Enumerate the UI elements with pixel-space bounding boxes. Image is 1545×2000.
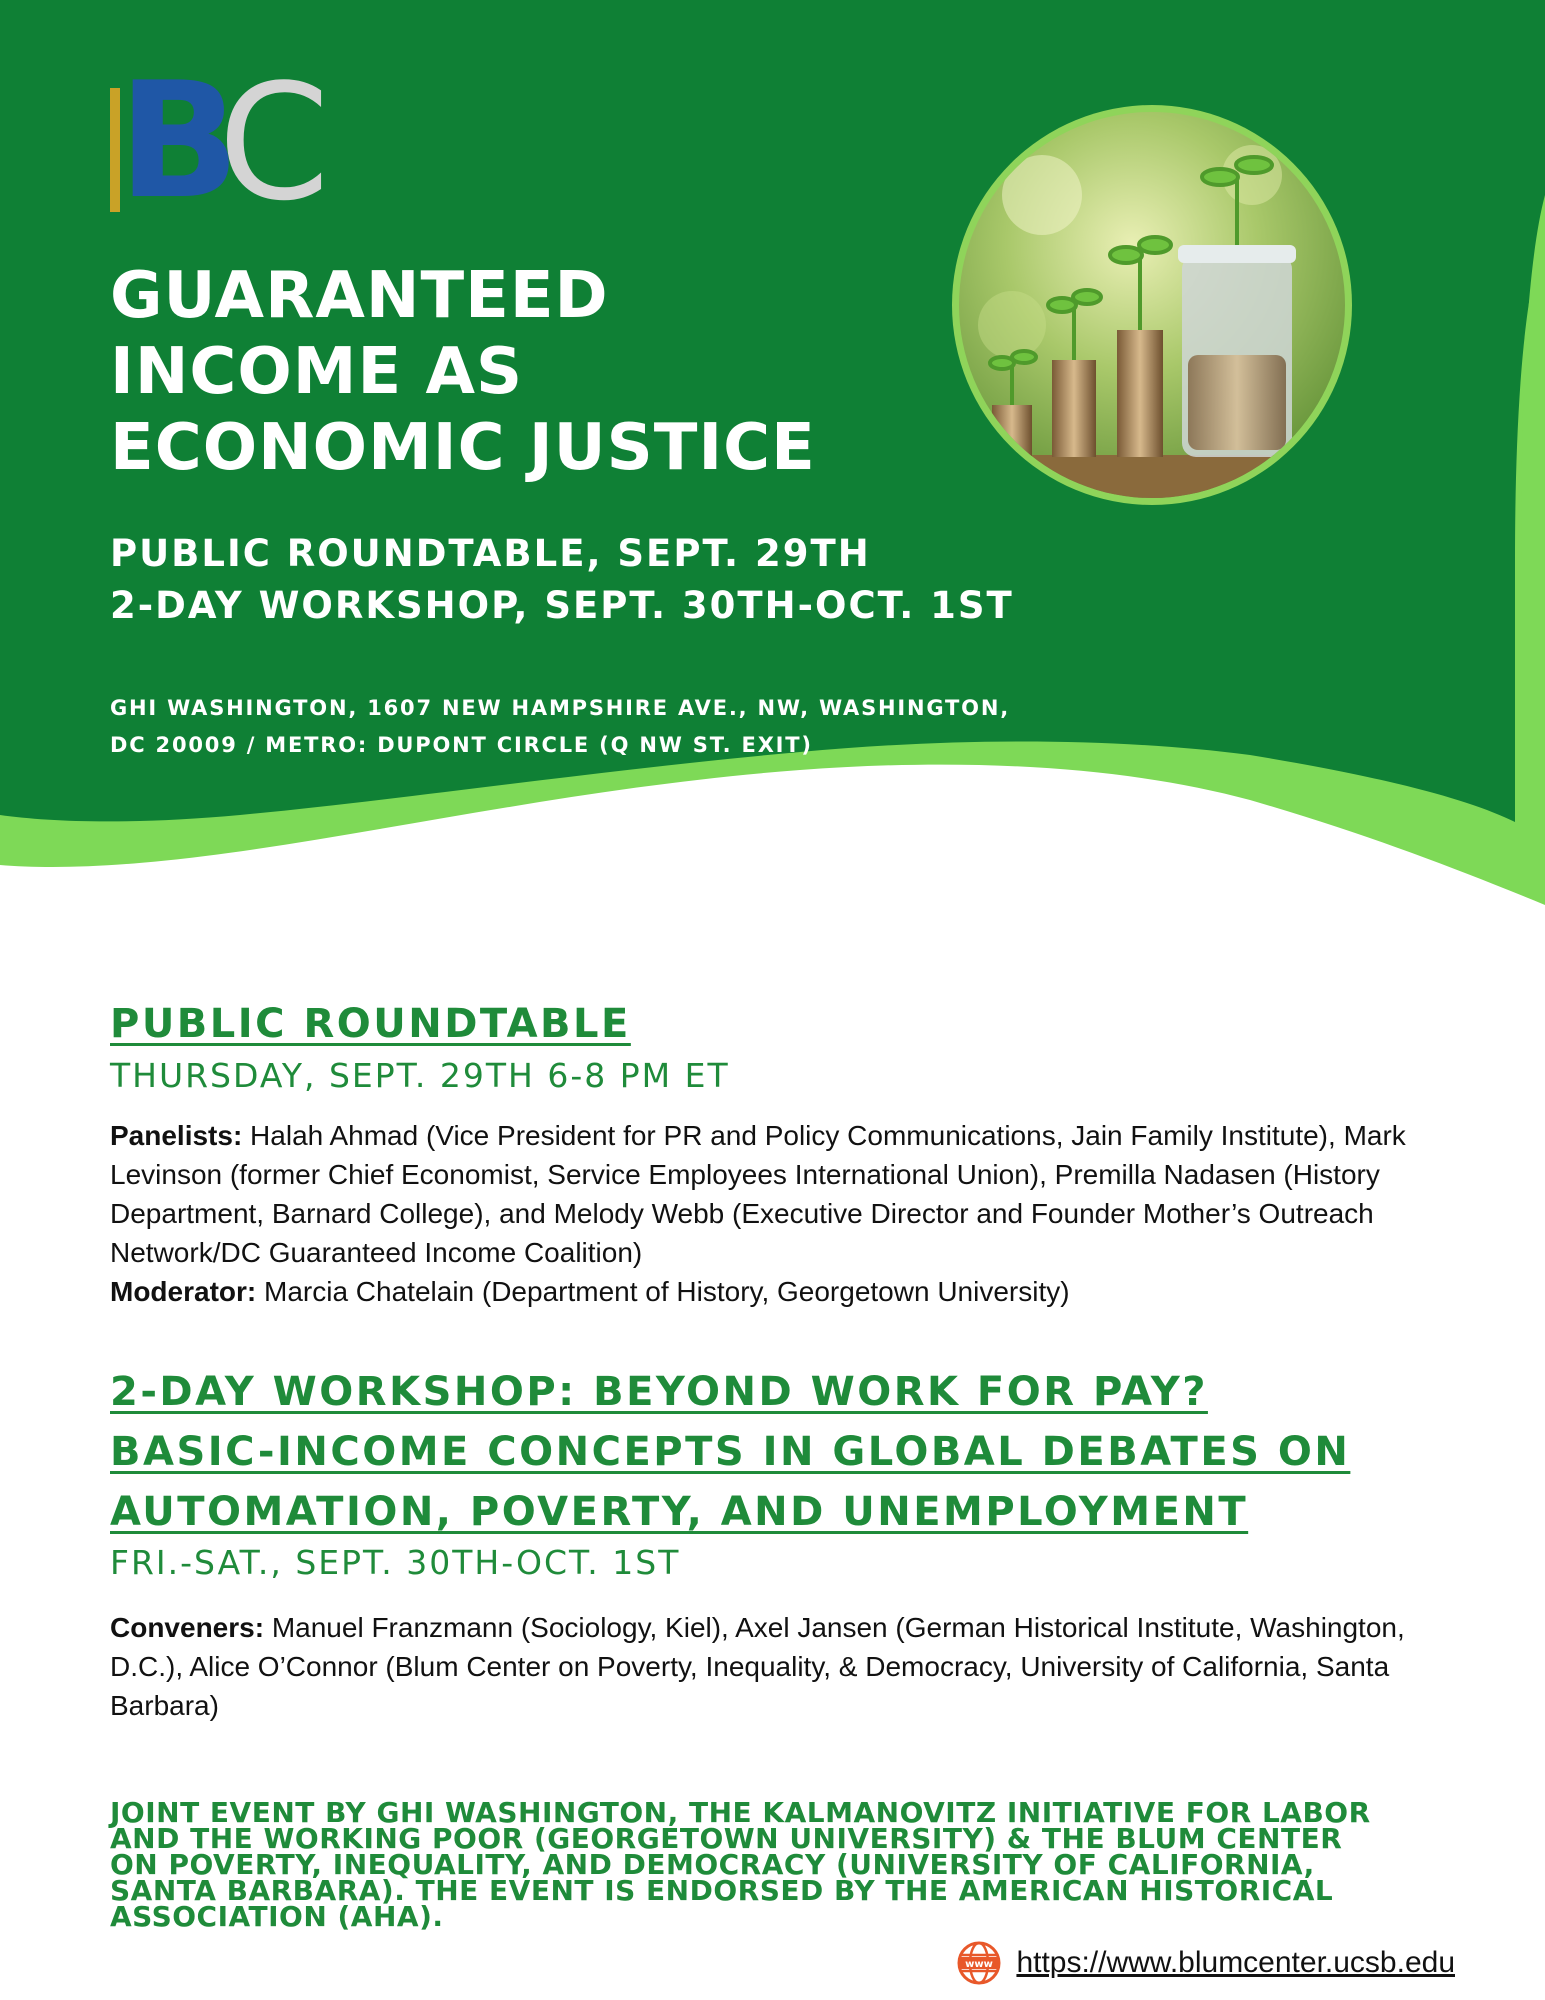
logo-letter-b: B bbox=[118, 47, 236, 234]
roundtable-section bbox=[110, 1000, 1470, 1311]
logo-letter-c: C bbox=[218, 49, 330, 236]
moderator-text: Marcia Chatelain (Department of History, Georgetown University) bbox=[256, 1276, 1070, 1307]
joint-event-line: AND THE WORKING POOR (GEORGETOWN UNIVERSITY) & THE BLUM CENTER bbox=[110, 1822, 1343, 1855]
venue-address-line: DC 20009 / METRO: DUPONT CIRCLE (Q NW ST. EXIT) bbox=[110, 733, 813, 757]
workshop-details bbox=[110, 1608, 1440, 1725]
roundtable-date: THURSDAY, SEPT. 29TH 6-8 PM ET bbox=[110, 1056, 730, 1095]
panelists-label: Panelists: bbox=[110, 1120, 243, 1151]
joint-event-line: ASSOCIATION (AHA). bbox=[110, 1900, 444, 1933]
workshop-date: FRI.-SAT., SEPT. 30TH-OCT. 1ST bbox=[110, 1543, 681, 1582]
hero-subtitle bbox=[110, 528, 1014, 632]
joint-event-line: ON POVERTY, INEQUALITY, AND DEMOCRACY (UNIVERSITY OF CALIFORNIA, bbox=[110, 1848, 1315, 1881]
bc-logo bbox=[110, 47, 350, 236]
website-url-link[interactable]: https://www.blumcenter.ucsb.edu bbox=[1016, 1946, 1455, 1979]
hero-subtitle-line: PUBLIC ROUNDTABLE, SEPT. 29TH bbox=[110, 532, 871, 575]
joint-event-statement bbox=[110, 1796, 1490, 1933]
joint-event-line: SANTA BARBARA). THE EVENT IS ENDORSED BY THE AMERICAN HISTORICAL bbox=[110, 1874, 1334, 1907]
conveners-label: Conveners: bbox=[110, 1612, 265, 1643]
roundtable-details bbox=[110, 1116, 1470, 1311]
roundtable-title: PUBLIC ROUNDTABLE bbox=[110, 1001, 631, 1047]
workshop-title-line: 2-DAY WORKSHOP: BEYOND WORK FOR PAY? bbox=[110, 1369, 1208, 1415]
hero-title-line: ECONOMIC JUSTICE bbox=[110, 411, 816, 485]
panelists-text: Halah Ahmad (Vice President for PR and Policy Communications, Jain Family Institute), Mark Levinson (former Chief Economist, Service Employees International Union), Premilla Nadasen (History Department, Barnard College), and Melody Webb (Executive Director and Founder Mother’s Outreach Network/DC Guaranteed Income Coalition) bbox=[110, 1120, 1406, 1268]
hero-subtitle-line: 2-DAY WORKSHOP, SEPT. 30TH-OCT. 1ST bbox=[110, 584, 1014, 627]
workshop-section bbox=[110, 1362, 1510, 1725]
hero-title-line: INCOME AS bbox=[110, 335, 524, 409]
website-link-row[interactable] bbox=[956, 1940, 1455, 1986]
workshop-title-line: BASIC-INCOME CONCEPTS IN GLOBAL DEBATES ON bbox=[110, 1429, 1351, 1475]
venue-address bbox=[110, 690, 1010, 764]
conveners-text: Manuel Franzmann (Sociology, Kiel), Axel Jansen (German Historical Institute, Washington, D.C.), Alice O’Connor (Blum Center on Poverty, Inequality, & Democracy, University of California, Santa Barbara) bbox=[110, 1612, 1405, 1721]
www-icon-label: www bbox=[965, 1959, 994, 1970]
joint-event-line: JOINT EVENT BY GHI WASHINGTON, THE KALMANOVITZ INITIATIVE FOR LABOR bbox=[110, 1796, 1371, 1829]
venue-address-line: GHI WASHINGTON, 1607 NEW HAMPSHIRE AVE., NW, WASHINGTON, bbox=[110, 696, 1010, 720]
www-globe-icon bbox=[956, 1940, 1002, 1986]
hero-title-line: GUARANTEED bbox=[110, 259, 609, 333]
workshop-title-line: AUTOMATION, POVERTY, AND UNEMPLOYMENT bbox=[110, 1489, 1249, 1535]
hero-title bbox=[110, 258, 930, 486]
coins-plants-photo bbox=[952, 105, 1352, 505]
moderator-label: Moderator: bbox=[110, 1276, 257, 1307]
workshop-title bbox=[110, 1362, 1510, 1542]
